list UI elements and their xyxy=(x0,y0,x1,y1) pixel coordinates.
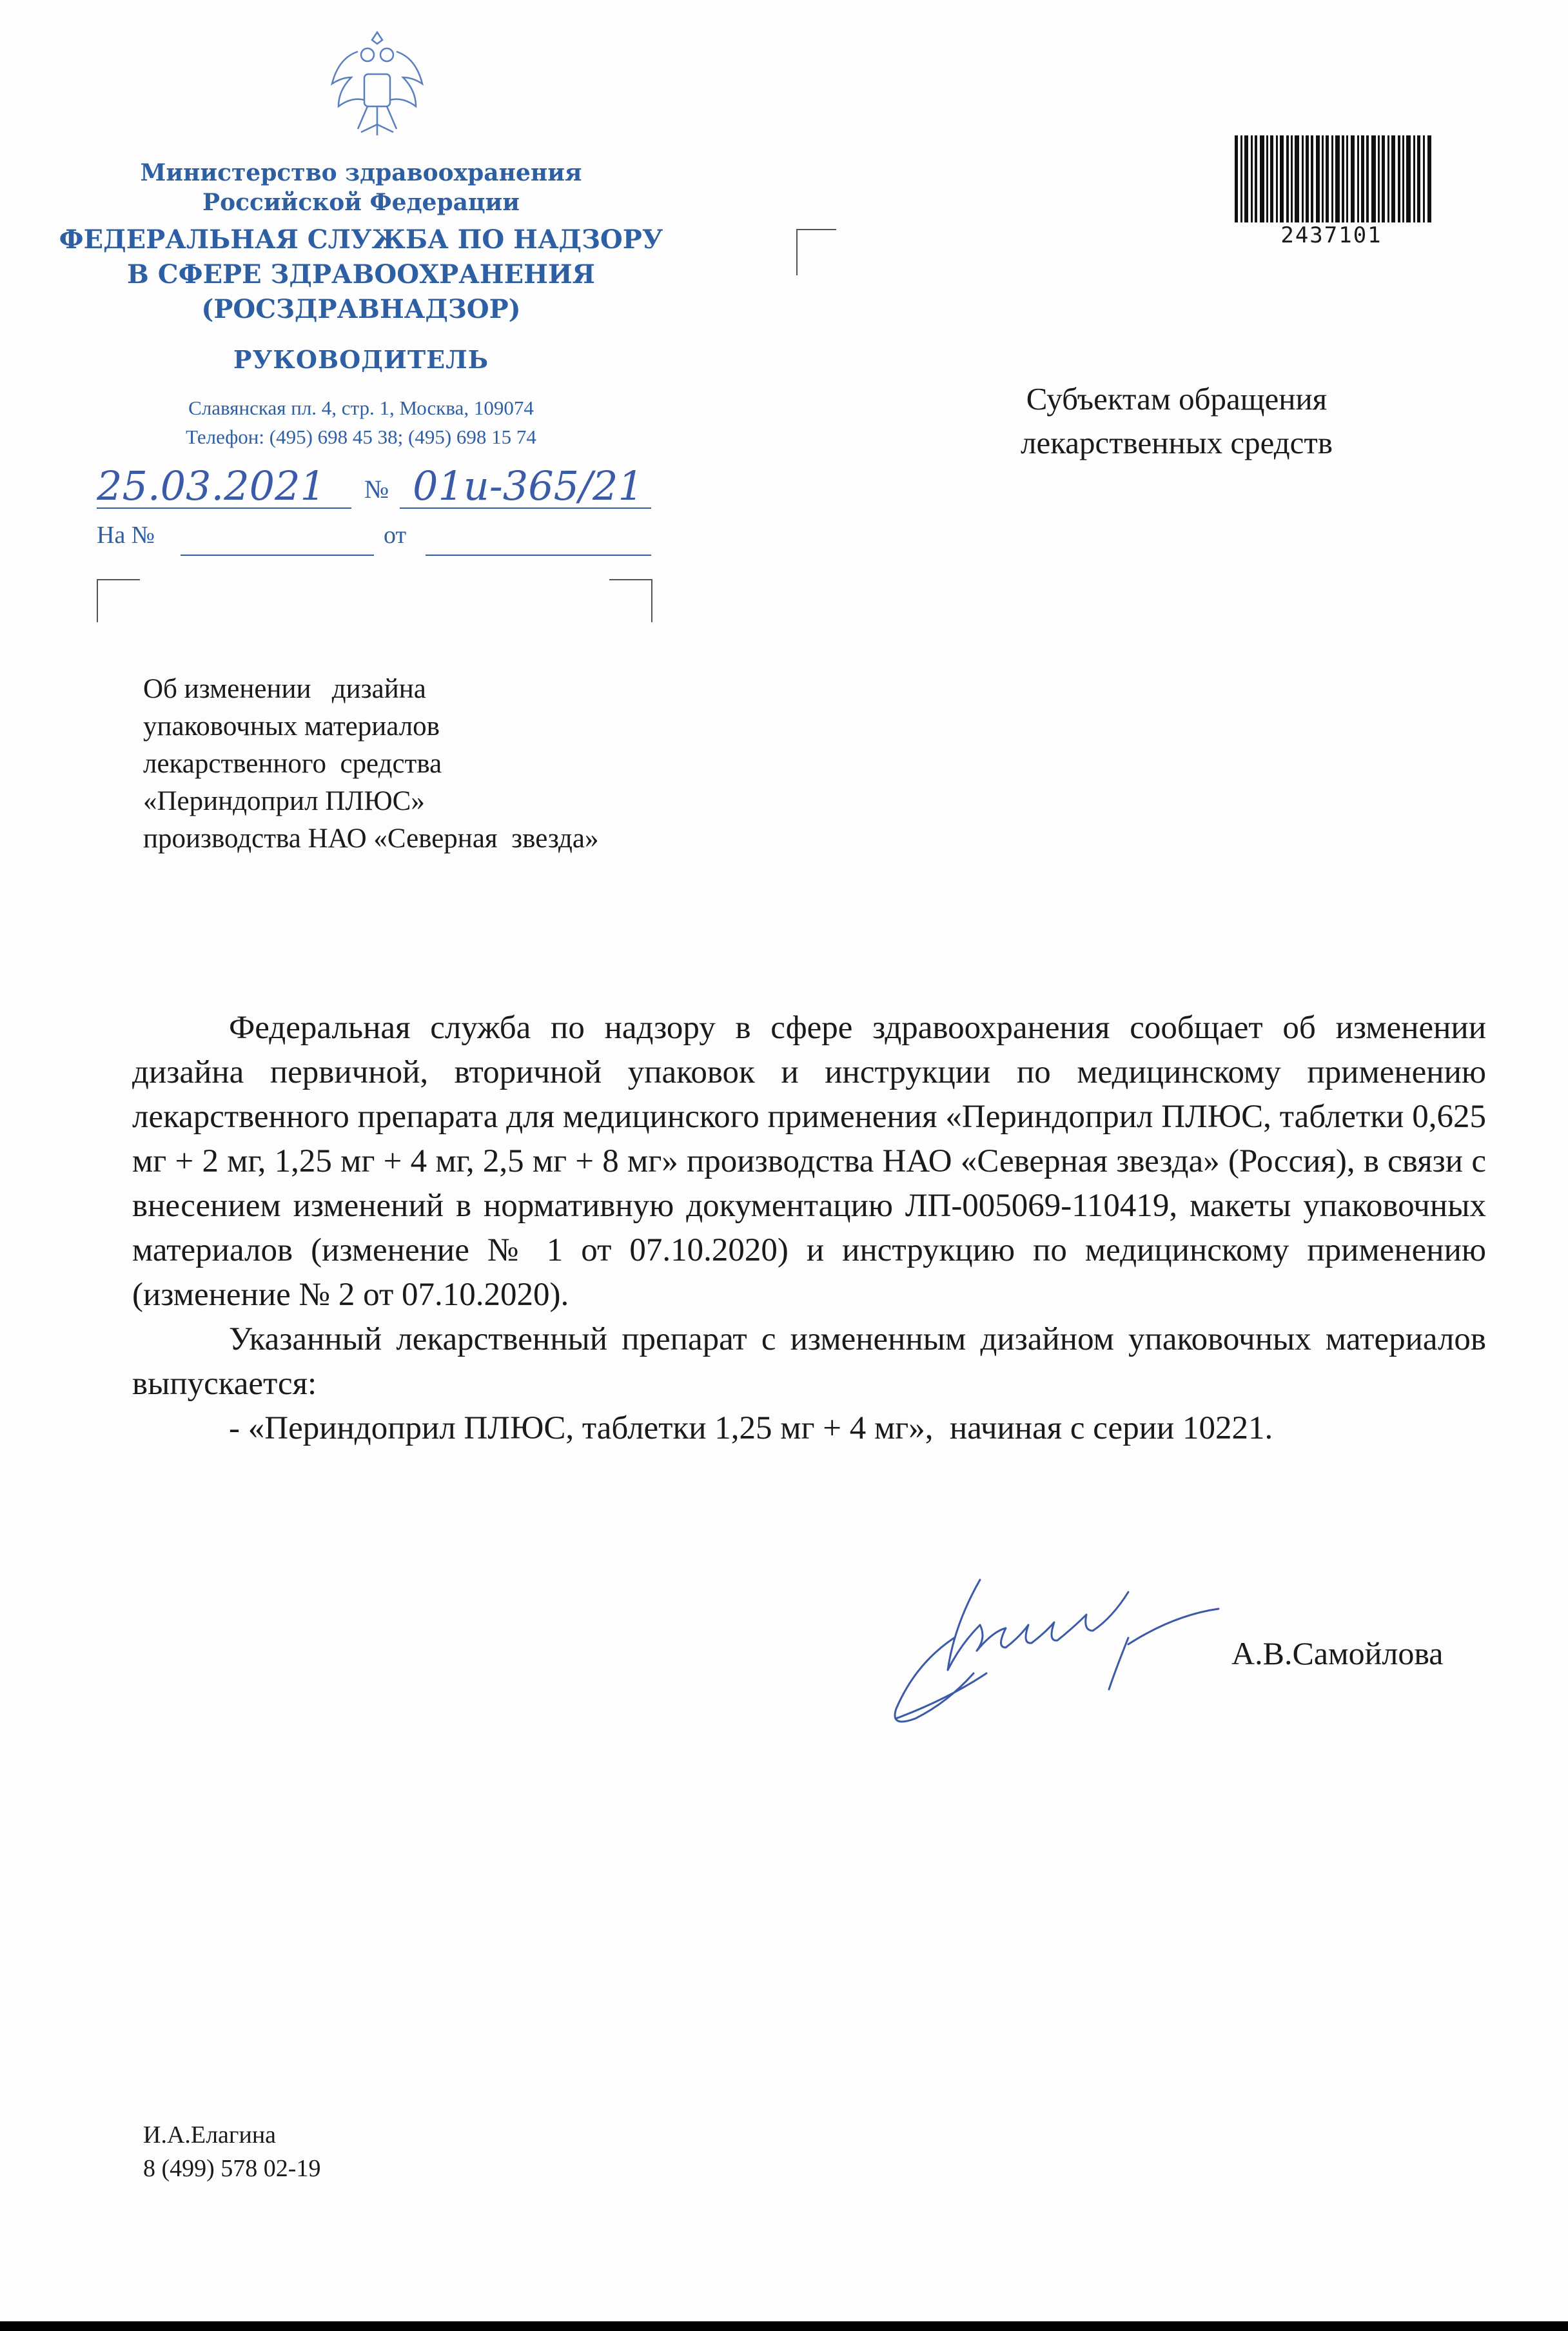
reference-date-blank xyxy=(426,555,651,556)
subject-line-1: Об изменении дизайна xyxy=(143,674,426,704)
reference-blank xyxy=(181,555,374,556)
reg-no-label: № xyxy=(364,475,389,504)
corner-mark-top-left xyxy=(97,579,140,622)
recipient-line-2: лекарственных средств xyxy=(1021,425,1333,460)
subject-block xyxy=(143,671,723,858)
recipient-block xyxy=(967,377,1386,465)
subject-line-3: лекарственного средства xyxy=(143,749,442,779)
body-paragraph-3: - «Периндоприл ПЛЮС, таблетки 1,25 мг + 4 мг», начиная с серии 10221. xyxy=(229,1410,1273,1446)
signatory-name: А.В.Самойлова xyxy=(1231,1635,1444,1671)
subject-line-5: производства НАО «Северная звезда» xyxy=(143,823,599,854)
barcode xyxy=(1235,135,1431,222)
letter-body xyxy=(132,1006,1486,1451)
reference-label: На № xyxy=(97,522,155,549)
phone-line: Телефон: (495) 698 45 38; (495) 698 15 74 xyxy=(186,426,536,448)
executor-phone: 8 (499) 578 02-19 xyxy=(143,2155,321,2182)
corner-mark-address xyxy=(796,229,836,275)
head-title: РУКОВОДИТЕЛЬ xyxy=(233,345,489,374)
subject-line-2: упаковочных материалов xyxy=(143,711,440,742)
body-paragraph-2: Указанный лекарственный препарат с измененным дизайном упаковочных материалов выпускается: xyxy=(132,1321,1486,1402)
service-line-3: (РОСЗДРАВНАДЗОР) xyxy=(201,294,521,324)
scan-edge xyxy=(0,2321,1568,2331)
executor-block xyxy=(143,2118,320,2185)
handwritten-registration xyxy=(97,451,774,522)
coat-of-arms-icon xyxy=(322,26,432,148)
ministry-name xyxy=(39,158,683,217)
contact-block xyxy=(39,393,683,451)
address-line: Славянская пл. 4, стр. 1, Москва, 109074 xyxy=(188,397,534,419)
reg-date: 25.03.2021 xyxy=(97,462,326,509)
service-line-2: В СФЕРЕ ЗДРАВООХРАНЕНИЯ xyxy=(127,259,595,290)
barcode-number: 2437101 xyxy=(1280,222,1382,248)
reference-from-label: от xyxy=(384,522,407,549)
service-name xyxy=(39,222,683,327)
recipient-line-1: Субъектам обращения xyxy=(1026,381,1328,417)
executor-name: И.А.Елагина xyxy=(143,2121,277,2149)
reg-number: 01и-365/21 xyxy=(413,462,643,509)
corner-mark-top-right xyxy=(609,579,652,622)
body-paragraph-1: Федеральная служба по надзору в сфере здравоохранения сообщает об изменении дизайна первичной, вторичной упаковок и инструкции по медицинскому применению лекарственного препарата для медицинского применения «Периндоприл ПЛЮС, таблетки 0,625 мг + 2 мг, 1,25 мг + 4 мг, 2,5 мг + 8 мг» производства НАО «Северная звезда» (Россия), в связи с внесением изменений в нормативную документацию ЛП-005069-110419, макеты упаковочных материалов (изменение № 1 от 07.10.2020) и инструкцию по медицинскому применению (изменение № 2 от 07.10.2020). xyxy=(132,1010,1486,1313)
service-line-1: ФЕДЕРАЛЬНАЯ СЛУЖБА ПО НАДЗОРУ xyxy=(59,224,663,255)
subject-line-4: «Периндоприл ПЛЮС» xyxy=(143,786,425,816)
ministry-line-1: Министерство здравоохранения xyxy=(140,159,582,186)
ministry-line-2: Российской Федерации xyxy=(202,189,520,216)
